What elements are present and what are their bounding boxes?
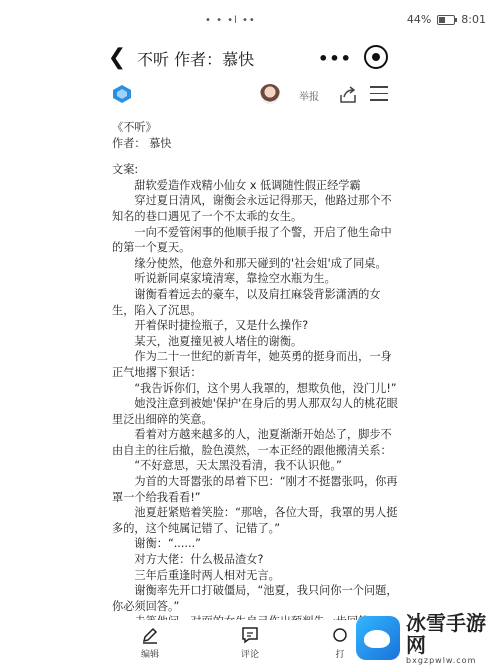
battery-fill [439,17,445,23]
intro-label: 文案: [112,163,139,177]
signal-indicators: • • •l •• [205,15,256,26]
app-logo-icon [112,84,132,104]
paragraph: 某天，池夏撞见被人堵住的谢衡。 [134,334,303,348]
author-line: 作者： 慕快 [112,136,172,150]
watermark-title: 冰雪手游网 [406,610,486,657]
third-nav-label: 打 [335,650,345,660]
status-bar [0,0,500,38]
paragraph: 谢衡：“......” [134,537,201,551]
paragraph: 作为二十一世纪的新青年，她英勇的挺身而出，一身正气地撂下狠话： [112,350,392,379]
status-right [407,13,486,26]
paragraph: 穿过夏日清风，谢衡会永远记得那天，他路过那个不知名的巷口遇见了一个不太乖的女生。 [112,194,392,223]
watermark-url: bxgzpwlw.com [406,655,477,665]
paragraph: 缘分使然，他意外和那天碰到的'社会姐'成了同桌。 [134,256,387,270]
paragraph: 对方大佬：什么极品渣女? [134,553,264,567]
back-button[interactable]: ❮ [107,44,127,70]
more-options-button[interactable]: ••• [318,48,352,68]
paragraph: 一向不爱管闲事的他顺手报了个警，开启了他生命中的第一个夏天。 [112,225,392,255]
report-button[interactable]: 举报 [299,92,319,103]
site-watermark [356,612,498,664]
reward-icon [331,626,349,644]
battery-percent: 44% [406,13,432,26]
paragraph: 为首的大哥嚣张的昂着下巴：“刚才不挺嚣张吗，你再罩一个给我看看!” [112,475,398,504]
close-miniprogram-button[interactable] [364,45,388,69]
title-bar [0,38,500,78]
edit-label: 编辑 [140,650,159,660]
battery-icon [437,15,455,25]
paragraph: “不好意思，天太黑没看清，我不认识他。” [134,459,342,473]
comment-icon [241,626,259,644]
menu-icon[interactable] [370,86,388,102]
page-title: 不听 作者：慕快 [137,50,255,69]
third-nav-button[interactable] [320,626,360,660]
book-title: 《不听》 [112,121,157,134]
paragraph-list [112,178,402,630]
paragraph: 谢衡看着远去的豪车，以及肩扛麻袋背影潇洒的女生，陷入了沉思。 [112,287,381,317]
paragraph: 三年后重逢时两人相对无言。 [134,568,280,582]
paragraph: 池夏赶紧赔着笑脸：“那啥，各位大哥，我罩的男人挺多的，这个纯属记错了、记错了。” [112,506,398,535]
article-body [112,120,402,620]
share-icon[interactable] [338,85,358,105]
clock: 8:01 [461,13,486,26]
paragraph: 听说新同桌家境清寒，靠捡空水瓶为生。 [134,272,336,286]
watermark-logo-icon [356,616,400,660]
edit-button[interactable] [125,626,175,660]
paragraph: 甜软爱造作戏精小仙女 x 低调随性假正经学霸 [134,178,361,192]
paragraph: 谢衡率先开口打破僵局，“池夏，我只问你一个问题，你必须回答。” [112,584,398,613]
app-toolbar [0,78,500,112]
paragraph: 看着对方越来越多的人，池夏渐渐开始怂了，脚步不由自主的往后撤，脸色漠然，一本正经的跟他搬清关系： [112,428,392,457]
comment-button[interactable] [225,626,275,660]
author-avatar[interactable] [260,84,280,104]
pen-icon [141,626,159,644]
paragraph: 她没注意到被她'保护'在身后的男人那双勾人的桃花眼里泛出细碎的笑意。 [112,397,398,426]
paragraph: 开着保时捷捡瓶子，又是什么操作? [134,319,309,333]
paragraph: “我告诉你们，这个男人我罩的，想欺负他，没门儿!” [134,381,397,395]
comment-label: 评论 [240,650,259,660]
